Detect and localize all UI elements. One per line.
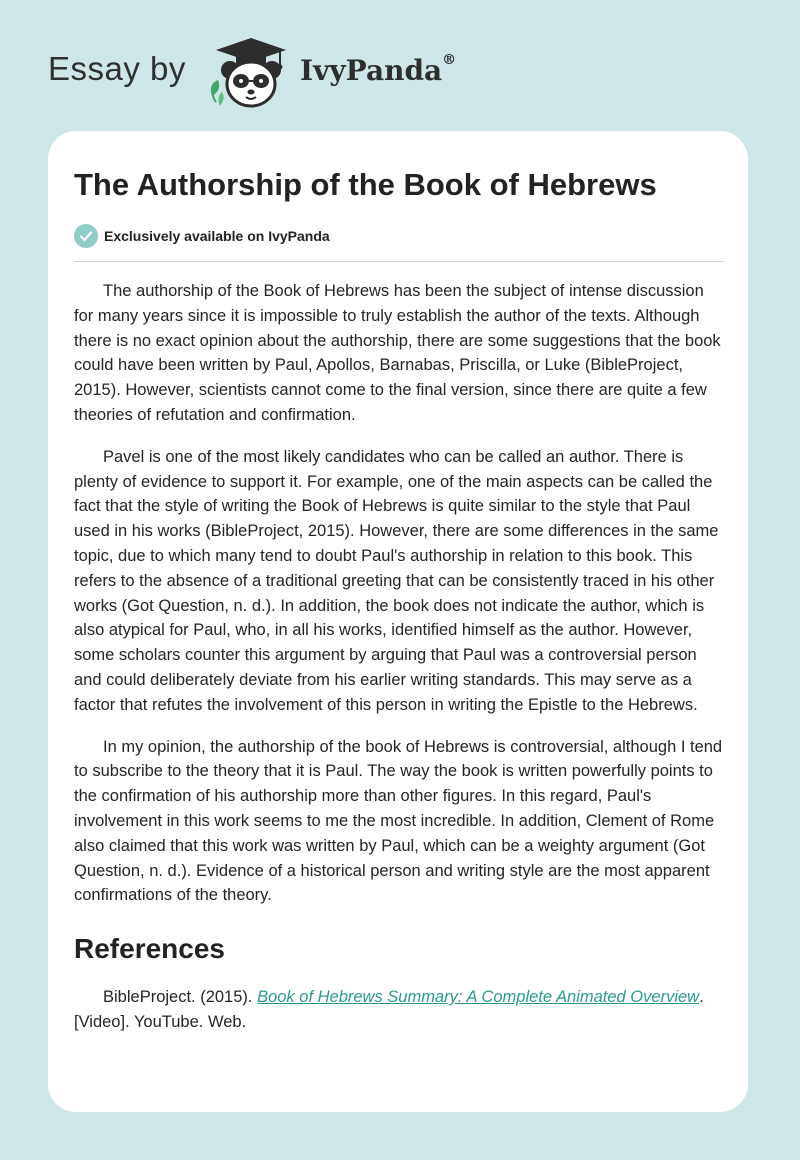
paragraph: The authorship of the Book of Hebrews has been the subject of intense discussion for many years since it is impossible to truly establish the author of the texts. Although there is no exact opinion about the authorship, there are some suggestions that the book could have been written by Paul, Apollos, Barnabas, Priscilla, or Luke (BibleProject, 2015). However, scientists cannot come to the final version, since there are quite a few theories of refutation and confirmation. bbox=[74, 282, 721, 424]
reference-entry bbox=[74, 985, 726, 1035]
essay-card bbox=[48, 131, 748, 1112]
brand-name[interactable]: IvyPanda® bbox=[300, 52, 457, 87]
references-heading: References bbox=[74, 933, 225, 965]
check-icon bbox=[74, 224, 98, 248]
reference-link[interactable]: Book of Hebrews Summary: A Complete Animated Overview bbox=[257, 988, 700, 1007]
site-header bbox=[48, 36, 508, 108]
paragraph: Pavel is one of the most likely candidates who can be called an author. There is plenty of evidence to support it. For example, one of the main aspects can be called the fact that the style of writing the Book of Hebrews is quite similar to the style that Paul used in his works (BibleProject, 2015). However, there are some differences in the same topic, due to which many tend to doubt Paul's authorship in relation to this book. This refers to the absence of a traditional greeting that can be consistently traced in his other works (Got Question, n. d.). In addition, the book does not indicate the author, which is also atypical for Paul, who, in all his works, identified himself as the author. However, some scholars counter this argument by arguing that Paul was a controversial person and could deliberately deviate from his earlier writing standards. This may serve as a factor that refutes the involvement of this person in writing the Epistle to the Hebrews. bbox=[74, 447, 719, 714]
paragraph: In my opinion, the authorship of the book of Hebrews is controversial, although I tend to subscribe to the theory that it is Paul. The way the book is written powerfully points to the confirmation of his authorship more than other figures. In this regard, Paul's involvement in this work seems to me the most incredible. In addition, Clement of Rome also claimed that this work was written by Paul, which can be a weighty argument (Got Question, n. d.). Evidence of a historical person and writing style are the most apparent confirmations of the theory. bbox=[74, 737, 723, 905]
reference-suffix: . [Video]. YouTube. Web. bbox=[74, 988, 704, 1031]
reference-prefix: BibleProject. (2015). bbox=[103, 988, 258, 1007]
divider bbox=[74, 261, 724, 262]
essay-body bbox=[74, 279, 726, 1052]
exclusive-badge bbox=[74, 224, 330, 248]
essay-by-label: Essay by bbox=[48, 50, 186, 87]
badge-label: Exclusively available on IvyPanda bbox=[104, 228, 330, 244]
ivypanda-logo-icon[interactable] bbox=[206, 36, 296, 110]
page-title: The Authorship of the Book of Hebrews bbox=[74, 167, 657, 202]
